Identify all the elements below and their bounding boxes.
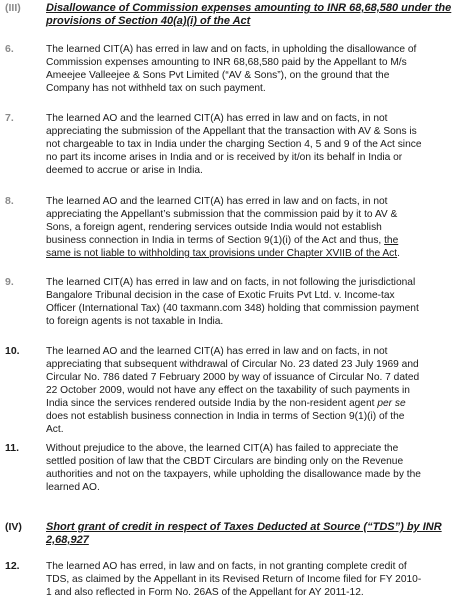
paragraph-text-underlined: the same is not liable to withholding tax provisions under Chapter XVIIB of the Act <box>46 235 399 259</box>
section-marker: (IV) <box>5 521 22 533</box>
section-marker: (III) <box>5 2 21 14</box>
paragraph-text-part: The learned AO and the learned CIT(A) has erred in law and on facts, in not appreciating the Appellant’s submission that the commission paid by it to AV & Sons, a foreign agent, rendering services outside India would not establish business connection in India in terms of Section 9(1)(i) of the Act and thus, <box>46 196 398 246</box>
paragraph-text-part: . <box>397 248 400 259</box>
paragraph-text: The learned AO and the learned CIT(A) has erred in law and on facts, in not appreciating the submission of the Appellant that the transaction with AV & Sons is not chargeable to tax in India under the charging Section 4, 5 and 9 of the Act since no part its income arises in India and or is received by it/on its behalf in India or deemed to accrue or arise in India. <box>46 113 422 176</box>
paragraph-number: 11. <box>5 442 20 454</box>
paragraph-text: Without prejudice to the above, the learned CIT(A) has failed to appreciate the settled position of law that the CBDT Circulars are binding only on the Revenue authorities and not on the taxpayers, while upholding the disallowance made by the learned AO. <box>46 443 421 493</box>
paragraph-number: 9. <box>5 276 14 288</box>
paragraph-text: The learned CIT(A) has erred in law and on facts, in not following the jurisdictional Bangalore Tribunal decision in the case of Exotic Fruits Pvt Ltd. v. Income-tax Officer (International Tax) (40 taxmann.com 348) holding that commission payment to foreign agents is not taxable in India. <box>46 277 419 327</box>
section-title: Disallowance of Commission expenses amounting to INR 68,68,580 under the provisions of Section 40(a)(i) of the Act <box>46 2 452 27</box>
paragraph-number: 12. <box>5 560 20 572</box>
paragraph-text-part: does not establish business connection in India in terms of Section 9(1)(i) of the Act. <box>46 411 405 435</box>
paragraph-number: 8. <box>5 195 14 207</box>
paragraph-number: 7. <box>5 112 14 124</box>
paragraph-text <box>46 345 468 436</box>
paragraph-number: 6. <box>5 43 14 55</box>
paragraph-text: The learned AO has erred, in law and on facts, in not granting complete credit of TDS, as claimed by the Appellant in its Revised Return of Income filed for FY 2010- 1 and also reflected in Form No. 26AS of the Appellant for AY 2011-12. <box>46 561 422 598</box>
paragraph-text-part: The learned AO and the learned CIT(A) has erred in law and on facts, in not appreciating that subsequent withdrawal of Circular No. 23 dated 23 July 1969 and Circular No. 786 dated 7 February 2000 by way of issuance of Circular No. 7 dated 22 October 2009, would not have any effect on the taxability of such payments in India since the services rendered outside India by the non-resident agent <box>46 346 420 409</box>
section-title: Short grant of credit in respect of Taxes Deducted at Source (“TDS”) by INR 2,68,927 <box>46 521 442 546</box>
paragraph-text-italic: per se <box>377 398 406 409</box>
paragraph-text: The learned CIT(A) has erred in law and on facts, in upholding the disallowance of Commission expenses amounting to INR 68,68,580 paid by the Appellant to M/s Ameejee Valleejee & Sons Pvt Limited (“AV & Sons”), on the ground that the Company has not withheld tax on such payment. <box>46 44 417 94</box>
paragraph-number: 10. <box>5 345 20 357</box>
paragraph-text <box>46 195 468 260</box>
